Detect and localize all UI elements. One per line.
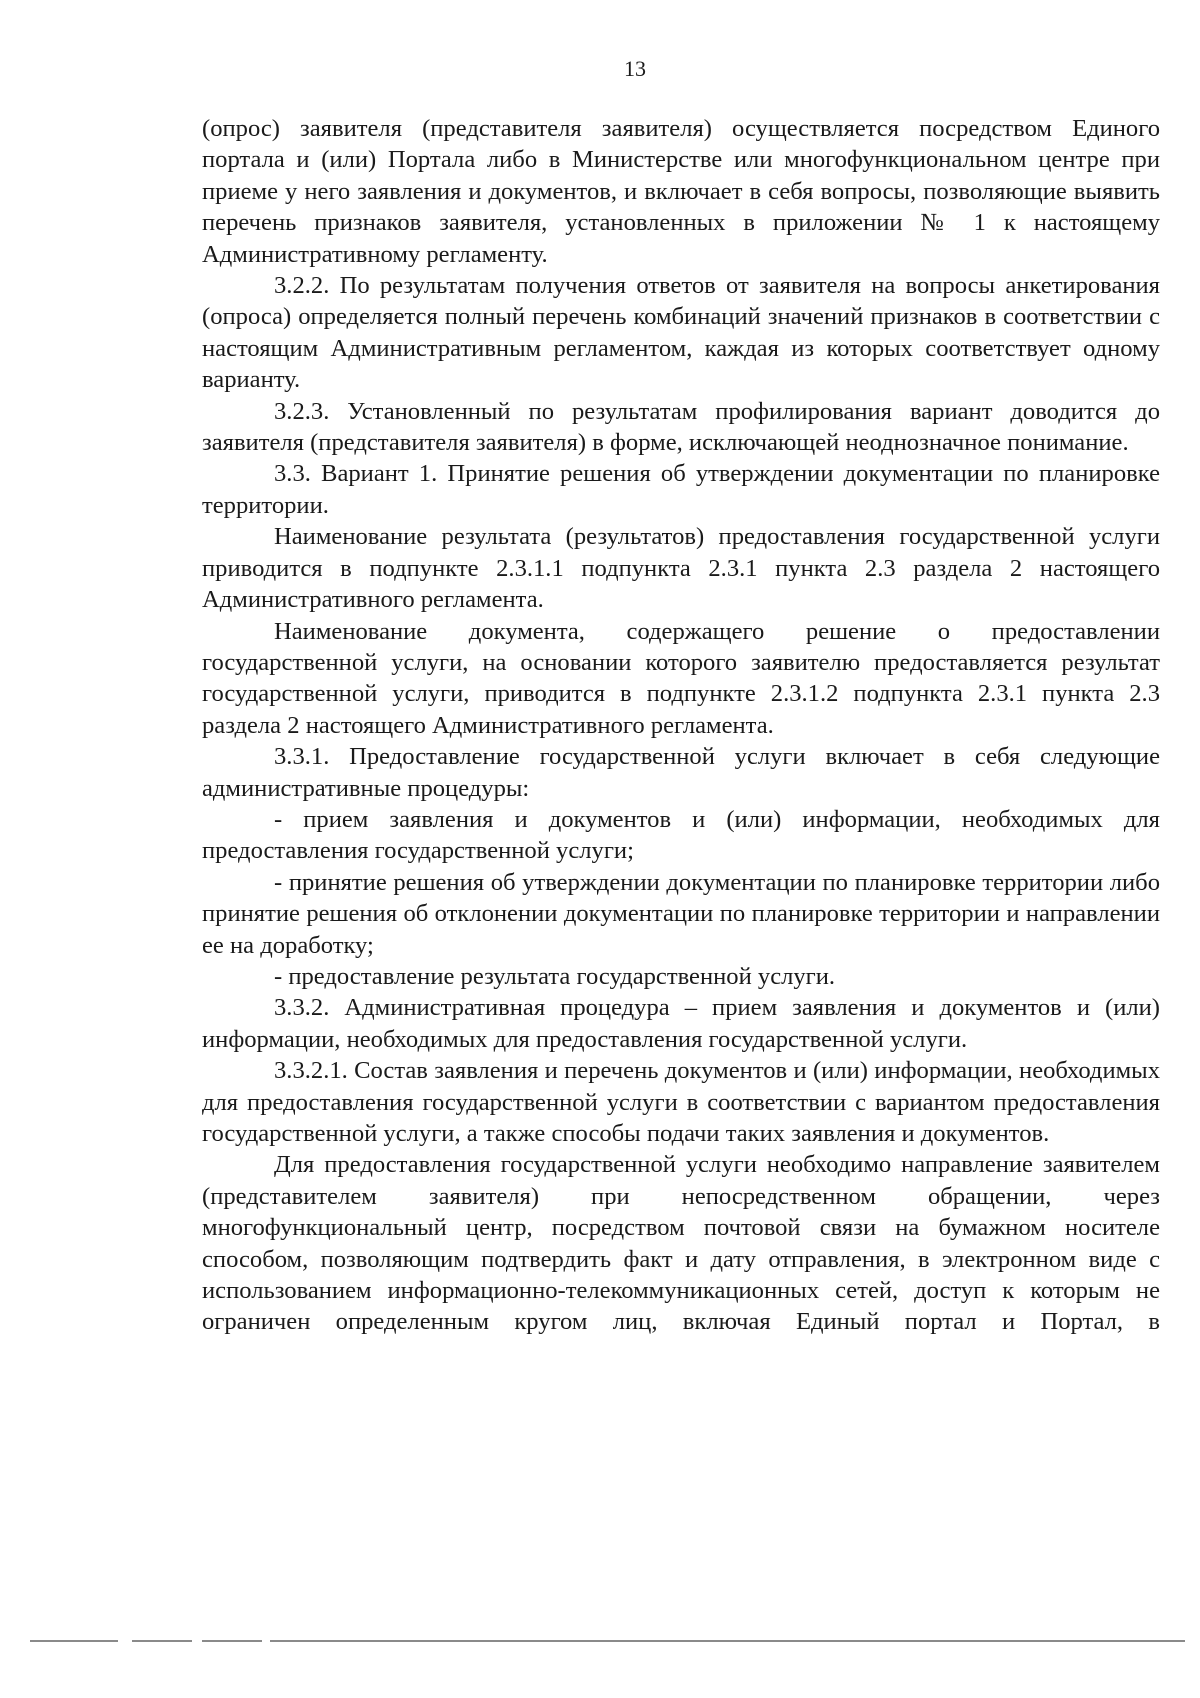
- paragraph-decision-document: Наименование документа, содержащего решение о предоставлении государственной услуги, на основании которого заявителю предоставляется результат государственной услуги, приводится в подпункте 2.3.1.2 подпункта 2.3.1 пункта 2.3 раздела 2 настоящего Административного регламента.: [202, 617, 1160, 739]
- document-body: [202, 113, 1160, 1338]
- paragraph-3-3-1: 3.3.1. Предоставление государственной услуги включает в себя следующие административные процедуры:: [202, 743, 1160, 802]
- paragraph-submission-methods: Для предоставления государственной услуги необходимо направление заявителем (представителем заявителя) при непосредственном обращении, через многофункциональный центр, посредством почтовой связи на бумажном носителе способом, позволяющим подтвердить факт и дату отправления, в электронном виде с использованием информационно-телекоммуникационных сетей, доступ к которым не ограничен определенным кругом лиц, включая Единый портал и Портал, в: [202, 1151, 1160, 1336]
- paragraph-3-3-2: 3.3.2. Административная процедура – прием заявления и документов и (или) информации, необходимых для предоставления государственной услуги.: [202, 994, 1160, 1053]
- list-item-approval-decision: - принятие решения об утверждении документации по планировке территории либо принятие решения об отклонении документации по планировке территории и направлении ее на доработку;: [202, 868, 1160, 959]
- paragraph-3-3: 3.3. Вариант 1. Принятие решения об утверждении документации по планировке территории.: [202, 460, 1160, 519]
- paragraph-3-2-2: 3.2.2. По результатам получения ответов от заявителя на вопросы анкетирования (опроса) определяется полный перечень комбинаций значений признаков в соответствии с настоящим Административным регламентом, каждая из которых соответствует одному варианту.: [202, 272, 1160, 394]
- paragraph-3-3-2-1: 3.3.2.1. Состав заявления и перечень документов и (или) информации, необходимых для предоставления государственной услуги в соответствии с вариантом предоставления государственной услуги, а также способы подачи таких заявления и документов.: [202, 1057, 1160, 1147]
- footer-divider: [30, 1640, 1185, 1642]
- list-item-provide-result: - предоставление результата государственной услуги.: [274, 962, 836, 990]
- paragraph-3-2-3: 3.2.3. Установленный по результатам профилирования вариант доводится до заявителя (представителя заявителя) в форме, исключающей неоднозначное понимание.: [202, 397, 1160, 457]
- paragraph-result-name: Наименование результата (результатов) предоставления государственной услуги приводится в подпункте 2.3.1.1 подпункта 2.3.1 пункта 2.3 раздела 2 настоящего Административного регламента.: [202, 523, 1160, 614]
- paragraph-survey-continuation: (опрос) заявителя (представителя заявителя) осуществляется посредством Единого портала и (или) Портала либо в Министерстве или многофункциональном центре при приеме у него заявления и документов, и включает в себя вопросы, позволяющие выявить перечень признаков заявителя, установленных в приложении № 1 к настоящему Административному регламенту.: [202, 115, 1160, 268]
- page-number: 13: [624, 56, 646, 81]
- list-item-receive-application: - прием заявления и документов и (или) информации, необходимых для предоставления государственной услуги;: [202, 805, 1160, 865]
